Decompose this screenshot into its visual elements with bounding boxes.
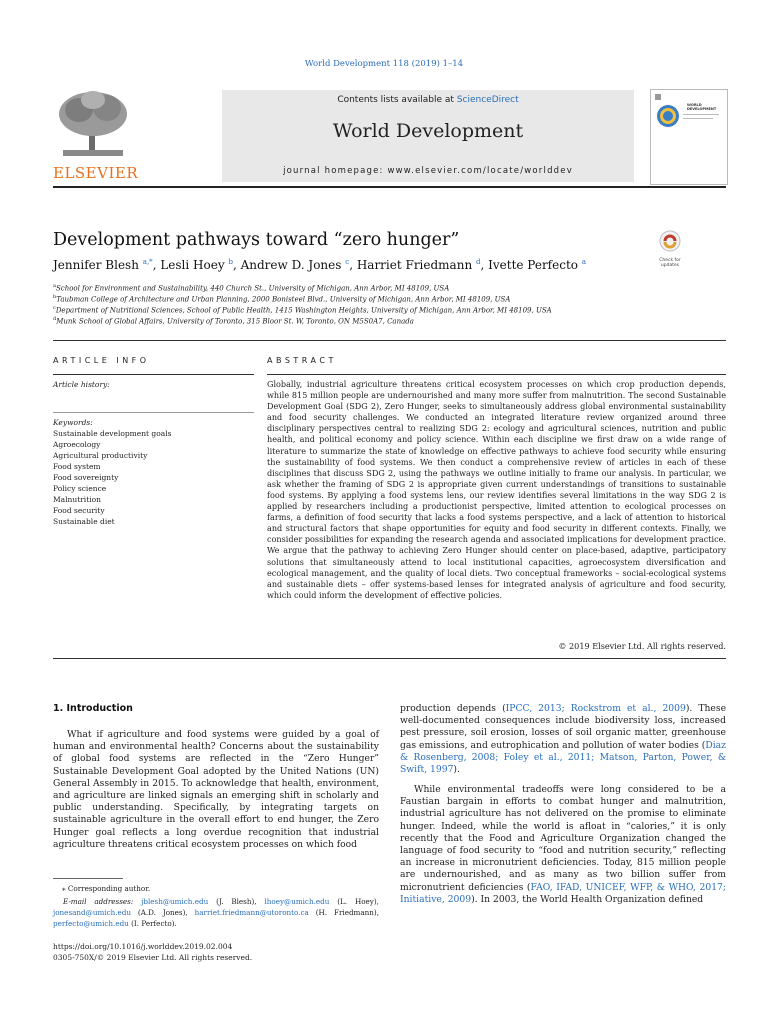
contents-prefix: Contents lists available at (337, 95, 457, 105)
contents-line (222, 95, 634, 105)
journal-reference[interactable]: World Development 118 (2019) 1–14 (304, 59, 464, 69)
email-link[interactable]: lhoey@umich.edu (264, 897, 330, 906)
email-link[interactable]: perfecto@umich.edu (53, 919, 129, 928)
keyword[interactable]: Food security (53, 506, 105, 515)
affiliation: $^a$School for Environment and Sustainability, 440 Church St., University of Michigan, Ann Arbor, MI 48109, USA (53, 283, 450, 293)
tree-logo-icon (53, 88, 133, 158)
keyword[interactable]: Food system (53, 462, 101, 471)
keyword[interactable]: Policy science (53, 484, 107, 493)
journal-homepage[interactable]: journal homepage: www.elsevier.com/locate/worlddev (283, 166, 573, 176)
check-updates-label: Check for updates (659, 258, 681, 268)
author[interactable]: Jennifer Blesh $^{a,*}$ (53, 258, 153, 272)
elsevier-logo (53, 88, 139, 182)
email-link[interactable]: harriet.friedmann@utoronto.ca (194, 908, 309, 917)
corresponding-author-note: ⁎ Corresponding author. (62, 884, 151, 893)
check-for-updates-badge[interactable] (651, 230, 689, 268)
header-rule (53, 186, 726, 188)
keyword[interactable]: Food sovereignty (53, 473, 119, 482)
keyword[interactable]: Sustainable development goals (53, 429, 172, 438)
intro-paragraph-right-1: production depends (IPCC, 2013; Rockstrom et al., 2009). These well-documented consequences include biodiversity loss, increased pest pressure, soil erosion, losses of soil organic matter, greenhouse gas emissions, and eutrophication and pollution of water bodies (Diaz & Rosenberg, 2008; Foley et al., 2011; Matson, Parton, Power, & Swift, 1997). (400, 703, 727, 776)
affiliation: $^d$Munk School of Global Affairs, University of Toronto, 315 Bloor St. W, Toronto, ON M5S0A7, Canada (53, 316, 414, 326)
abstract-text: Globally, industrial agriculture threatens critical ecosystem processes on which crop production depends, while 815 million people are undernourished and many more suffer from malnutrition. The second Sustainable Development Goal (SDG 2), Zero Hunger, seeks to simultaneously address global environmental sustainability and food security challenges. We conducted an integrated literature review organized around three disciplinary perspectives central to realizing SDG 2: ecology and agricultural sciences, nutrition and public health, and political economy and policy science. Within each discipline we first draw on a wide range of literature to summarize the state of knowledge on effective pathways to achieve food security while ensuring the sustainability of food systems. We then conduct a comprehensive review of articles in each of these disciplines that discuss SDG 2, using the pathways we outline initially to frame our analysis. In particular, we ask whether the framing of SDG 2 is appropriate given current understandings of transitions to sustainable food systems. By applying a food systems lens, our review identifies several limitations in the way SDG 2 is applied by researchers including a productionist perspective, limited attention to ecological processes on farms, a definition of food security that lacks a food systems perspective, and a lack of attention to historical and structural factors that shape opportunities for equity and food security in different contexts. Finally, we consider possibilities for expanding the research agenda and associated implications for development practice. We argue that the pathway to achieving Zero Hunger should center on place-based, adaptive, participatory solutions that simultaneously attend to local institutional capacities, agroecosystem diversification and ecological management, and the quality of local diets. Two conceptual frameworks – social-ecological systems and sustainable diets – offer systems-based lenses for integrated analysis of agriculture and food security, which could inform the development of effective policies. (267, 379, 726, 600)
intro-paragraph-right-2: While environmental tradeoffs were long considered to be a Faustian bargain in efforts to combat hunger and malnutrition, industrial agriculture has not delivered on the promise to eliminate hunger. Indeed, while the world is afloat in “calories,” it is only recently that the Food and Agriculture Organization changed the language of food security to “food and nutrition security,” reflecting an increase in micronutrient deficiencies. Today, 815 million people are undernourished, and as many as two billion suffer from micronutrient deficiencies (FAO, IFAD, UNICEF, WFP, & WHO, 2017; Initiative, 2009). In 2003, the World Health Organization defined (400, 784, 726, 905)
keywords-label: Keywords: (53, 418, 93, 427)
abstract-bottom-rule (53, 658, 726, 659)
elsevier-wordmark: ELSEVIER (53, 164, 139, 182)
doi-link[interactable]: https://doi.org/10.1016/j.worlddev.2019.02.004 (53, 942, 233, 951)
sciencedirect-link[interactable]: ScienceDirect (456, 95, 519, 105)
article-history-label: Article history: (53, 380, 110, 389)
intro-paragraph-left: What if agriculture and food systems were guided by a goal of human and environmental health? Concerns about the sustainability of global food systems are reflected in the “Zero Hunger” Sustainable Development Goal adopted by the United Nations (UN) General Assembly in 2015. To acknowledge that health, environment, and agriculture are linked signals an emerging shift in scholarly and public understanding. Specifically, by integrating targets on sustainable agriculture in the overall effort to end hunger, the Zero Hunger goal reflects a long overdue recognition that industrial agriculture threatens critical ecosystem processes on which food (53, 729, 379, 850)
cover-label: WORLD DEVELOPMENT (687, 103, 717, 111)
journal-cover-thumbnail[interactable] (650, 89, 728, 185)
author[interactable]: Harriet Friedmann $^d$ (356, 258, 481, 272)
article-info-heading: ARTICLE INFO (53, 356, 150, 365)
citation-link[interactable]: FAO, IFAD, UNICEF, WFP, & WHO, 2017; Initiative, 2009 (400, 881, 726, 905)
history-rule (53, 412, 254, 413)
affiliation: $^b$Taubman College of Architecture and Urban Planning, 2000 Bonisteel Blvd., University of Michigan, Ann Arbor, MI 48109, USA (53, 294, 511, 304)
affiliation-rule (53, 340, 726, 341)
keyword[interactable]: Sustainable diet (53, 517, 115, 526)
email-addresses: E-mail addresses: jblesh@umich.edu (J. Blesh), lhoey@umich.edu (L. Hoey), jonesand@umich.edu (A.D. Jones), harriet.friedmann@utoronto.ca (H. Friedmann), perfecto@umich.edu (I. Perfecto). (53, 897, 379, 928)
abstract-rule (267, 374, 726, 375)
citation-link[interactable]: IPCC, 2013; Rockstrom et al., 2009 (505, 703, 686, 714)
journal-title: World Development (332, 120, 524, 142)
citation-link[interactable]: Diaz & Rosenberg, 2008; Foley et al., 2011; Matson, Parton, Power, & Swift, 1997 (400, 739, 726, 776)
email-label: E-mail addresses: (63, 897, 134, 906)
author-list: Jennifer Blesh $^{a,*}$, Lesli Hoey $^b$, Andrew D. Jones $^c$, Harriet Friedmann $^d$, Ivette Perfecto $^a$ (53, 258, 587, 272)
abstract-heading: ABSTRACT (267, 356, 337, 365)
article-info-rule (53, 374, 254, 375)
paper-title: Development pathways toward “zero hunger” (53, 230, 460, 250)
abstract-copyright: © 2019 Elsevier Ltd. All rights reserved. (558, 641, 726, 651)
affiliation: $^c$Department of Nutritional Sciences, School of Public Health, 1415 Washington Heights, University of Michigan, Ann Arbor, MI 48109, USA (53, 305, 552, 315)
keyword[interactable]: Agricultural productivity (53, 451, 148, 460)
author[interactable]: Ivette Perfecto $^a$ (488, 258, 587, 272)
author[interactable]: Andrew D. Jones $^c$ (240, 258, 350, 272)
keyword[interactable]: Agroecology (53, 440, 101, 449)
issn-copyright: 0305-750X/© 2019 Elsevier Ltd. All rights reserved. (53, 953, 253, 962)
footnote-rule (53, 878, 123, 879)
check-updates-icon (651, 230, 689, 254)
introduction-heading: 1. Introduction (53, 703, 133, 714)
author[interactable]: Lesli Hoey $^b$ (160, 258, 233, 272)
keyword[interactable]: Malnutrition (53, 495, 101, 504)
email-link[interactable]: jblesh@umich.edu (141, 897, 209, 906)
email-link[interactable]: jonesand@umich.edu (53, 908, 131, 917)
